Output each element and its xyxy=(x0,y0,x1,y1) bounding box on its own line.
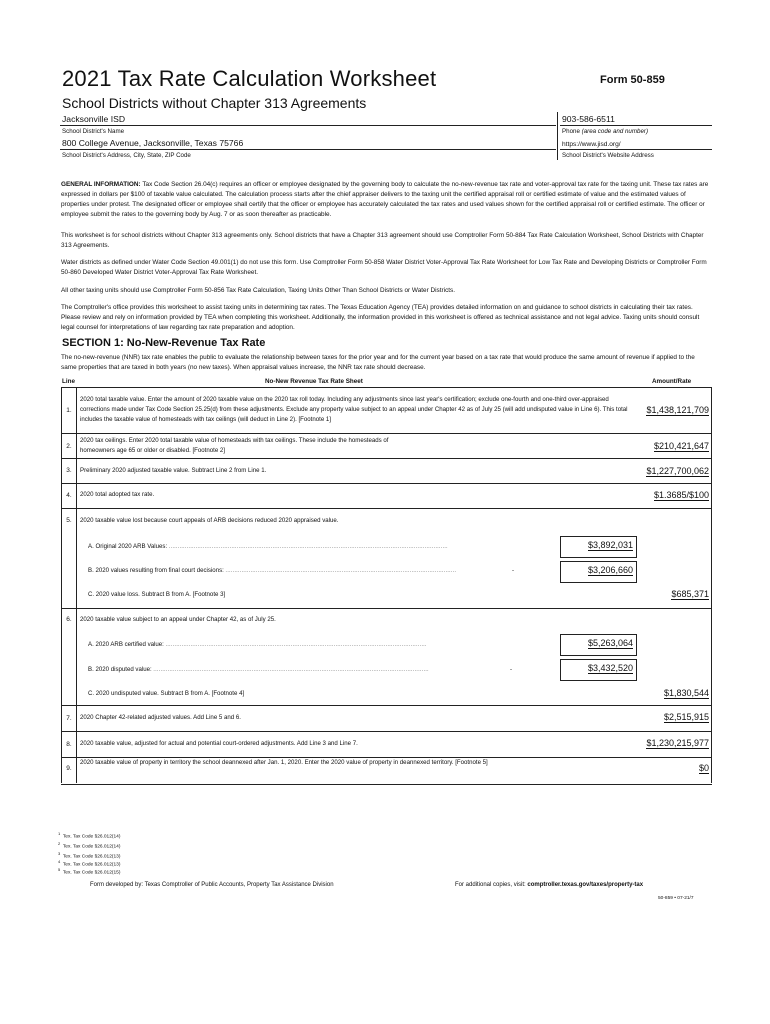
footnote: $^2$ Tex. Tax Code §26.012(14) xyxy=(58,841,121,850)
line-1-description: 2020 total taxable value. Enter the amount of 2020 taxable value on the 2020 tax roll today. Including any adjustments since last year's certification; exclude one-fourth and one-third over-appraised corrections made under Tax Code Section 25.25(d) from these adjustments. Exclude any property value subject to an appeal under Chapter 42 as of July 25 (will add undisputed value in Line 6). This total includes the taxable value of homesteads with tax ceilings (will deduct in Line 2). [Footnote 1] xyxy=(80,396,628,423)
line-number: 8. xyxy=(66,741,72,748)
line-2-amount[interactable]: $210,421,647 xyxy=(653,441,709,451)
minus-sign: - xyxy=(512,567,515,574)
general-information: GENERAL INFORMATION: Tax Code Section 26.04(c) requires an officer or employee designated by the governing body to calculate the no-new-revenue tax rate and voter-approval tax rate for the taxing unit. These tax rates are expressed in dollars per $100 of taxable value calculated. The calculation process starts after the chief appraiser delivers to the taxing unit the certified appraisal roll or certified estimate of value and the estimated values of properties under protest. The designated officer or employee shall certify that the officer or employee has accurately calculated the tax rates and used values shown for the certified appraisal roll or certified estimate. The officer or employee submit the rates to the governing body by Aug. 7 or as soon thereafter as practicable. xyxy=(61,181,709,218)
line-9-amount[interactable]: $0 xyxy=(698,763,709,773)
phone-field[interactable]: 903-586-6511 xyxy=(562,114,615,124)
address-label: School District's Address, City, State, ZIP Code xyxy=(62,152,191,159)
section-1-intro: The no-new-revenue (NNR) tax rate enables the public to evaluate the relationship between taxes for the prior year and for the current year based on a tax rate that would produce the same amount of revenue if applied to the same properties that are taxed in both years (no new taxes). When appraisal values increase, the NNR tax rate should decrease. xyxy=(61,354,695,371)
line-6a-label: A. 2020 ARB certified value: .................................................................................................................................................. xyxy=(88,641,427,648)
footer-copies: For additional copies, visit: comptroller.texas.gov/taxes/property-tax xyxy=(455,882,644,888)
line-4-description: 2020 total adopted tax rate. xyxy=(80,491,155,498)
footnote: $^3$ Tex. Tax Code §26.012(13) xyxy=(58,851,121,860)
footnote: $^5$ Tex. Tax Code §26.012(15) xyxy=(58,867,121,876)
line-8-description: 2020 taxable value, adjusted for actual and potential court-ordered adjustments. Add Line 3 and Line 7. xyxy=(80,740,358,747)
line-1-amount[interactable]: $1,438,121,709 xyxy=(646,405,709,415)
line-9-description: 2020 taxable value of property in territory the school deannexed after Jan. 1, 2020. Enter the 2020 value of property in deannexed territory. [Footnote 5] xyxy=(80,759,488,766)
line-number: 4. xyxy=(66,492,72,499)
line-5c-label: C. 2020 value loss. Subtract B from A. [Footnote 3] xyxy=(88,591,226,598)
line-5b-value[interactable]: $3,206,660 xyxy=(587,565,633,575)
line-5-description: 2020 taxable value lost because court appeals of ARB decisions reduced 2020 appraised value. xyxy=(80,517,339,524)
line-8-amount[interactable]: $1,230,215,977 xyxy=(646,738,709,748)
line-number: 2. xyxy=(66,443,72,450)
line-6a-value[interactable]: $5,263,064 xyxy=(587,638,633,648)
line-3-description: Preliminary 2020 adjusted taxable value. Subtract Line 2 from Line 1. xyxy=(80,467,267,474)
intro-paragraph-5: The Comptroller's office provides this worksheet to assist taxing units in determining tax rates. The Texas Education Agency (TEA) provides detailed information on and guidance to school districts in calculating their tax rates. Please review and rely on information provided by TEA when completing this worksheet. Additionally, the information provided in this worksheet is offered as technical assistance and not legal advice. Taxing units should consult legal counsel for interpretations of law regarding tax rate preparation and adoption. xyxy=(61,304,700,331)
address-field[interactable]: 800 College Avenue, Jacksonville, Texas 75766 xyxy=(62,138,244,148)
intro-paragraph-4: All other taxing units should use Comptroller Form 50-856 Tax Rate Calculation, Taxing Units Other Than School Districts or Water Districts. xyxy=(61,287,456,294)
line-number: 7. xyxy=(66,715,72,722)
line-number: 5. xyxy=(66,517,72,524)
page-title: 2021 Tax Rate Calculation Worksheet xyxy=(62,66,437,91)
website-field[interactable]: https://www.jisd.org/ xyxy=(562,141,621,148)
line-number: 3. xyxy=(66,467,72,474)
line-6-description: 2020 taxable value subject to an appeal under Chapter 42, as of July 25. xyxy=(80,616,276,623)
line-5a-label: A. Original 2020 ARB Values: ............................................................................................................................................................ xyxy=(88,543,448,550)
footnote: $^1$ Tex. Tax Code §26.012(14) xyxy=(58,831,121,840)
comptroller-link[interactable]: comptroller.texas.gov/taxes/property-tax xyxy=(527,882,644,888)
form-code: 50-859 • 07-21/7 xyxy=(658,896,694,901)
line-6c-amount[interactable]: $1,830,544 xyxy=(663,688,709,698)
line-number: 9. xyxy=(66,765,72,772)
column-header-line: Line xyxy=(62,378,75,385)
form-number: Form 50-859 xyxy=(600,74,665,86)
line-number: 1. xyxy=(66,407,72,414)
line-4-amount[interactable]: $1.3685/$100 xyxy=(653,490,709,500)
line-6b-value[interactable]: $3,432,520 xyxy=(587,663,633,673)
column-header-amount: Amount/Rate xyxy=(652,378,692,385)
phone-label: Phone (area code and number) xyxy=(562,128,649,135)
minus-sign: - xyxy=(510,666,513,673)
line-5b-label: B. 2020 values resulting from final court decisions: ................................................................................................................................. xyxy=(88,567,457,574)
intro-paragraph-3: Water districts as defined under Water Code Section 49.001(1) do not use this form. Use Comptroller Form 50-858 Water District Voter-Approval Tax Rate Worksheet for Low Tax Rate and Developing Districts or Comptroller Form 50-860 Developed Water District Voter-Approval Tax Rate Worksheet. xyxy=(61,259,707,276)
section-1-title: SECTION 1: No-New-Revenue Tax Rate xyxy=(62,337,266,349)
district-name-field[interactable]: Jacksonville ISD xyxy=(62,114,126,124)
footer-developed-by: Form developed by: Texas Comptroller of Public Accounts, Property Tax Assistance Division xyxy=(90,882,334,888)
line-7-amount[interactable]: $2,515,915 xyxy=(663,712,709,722)
footnote: $^4$ Tex. Tax Code §26.012(13) xyxy=(58,859,121,868)
line-5c-amount[interactable]: $685,371 xyxy=(671,589,709,599)
website-label: School District's Website Address xyxy=(562,152,654,159)
district-name-label: School District's Name xyxy=(62,128,125,135)
line-7-description: 2020 Chapter 42-related adjusted values. Add Line 5 and 6. xyxy=(80,714,241,721)
page-subtitle: School Districts without Chapter 313 Agreements xyxy=(62,95,367,111)
line-2-description: 2020 tax ceilings. Enter 2020 total taxable value of homesteads with tax ceilings. These include the homesteads of homeowners age 65 or older or disabled. [Footnote 2] xyxy=(80,437,389,454)
line-5a-value[interactable]: $3,892,031 xyxy=(587,540,633,550)
line-6c-label: C. 2020 undisputed value. Subtract B from A. [Footnote 4] xyxy=(88,690,245,697)
line-6b-label: B. 2020 disputed value: .......................................................................................................................................................... xyxy=(88,666,429,673)
column-header-sheet: No-New Revenue Tax Rate Sheet xyxy=(265,378,363,385)
line-number: 6. xyxy=(66,616,72,623)
line-3-amount[interactable]: $1,227,700,062 xyxy=(646,466,709,476)
intro-paragraph-2: This worksheet is for school districts without Chapter 313 agreements only. School districts that have a Chapter 313 agreement should use Comptroller Form 50-884 Tax Rate Calculation Worksheet, School Districts with Chapter 313 Agreements. xyxy=(61,232,704,249)
